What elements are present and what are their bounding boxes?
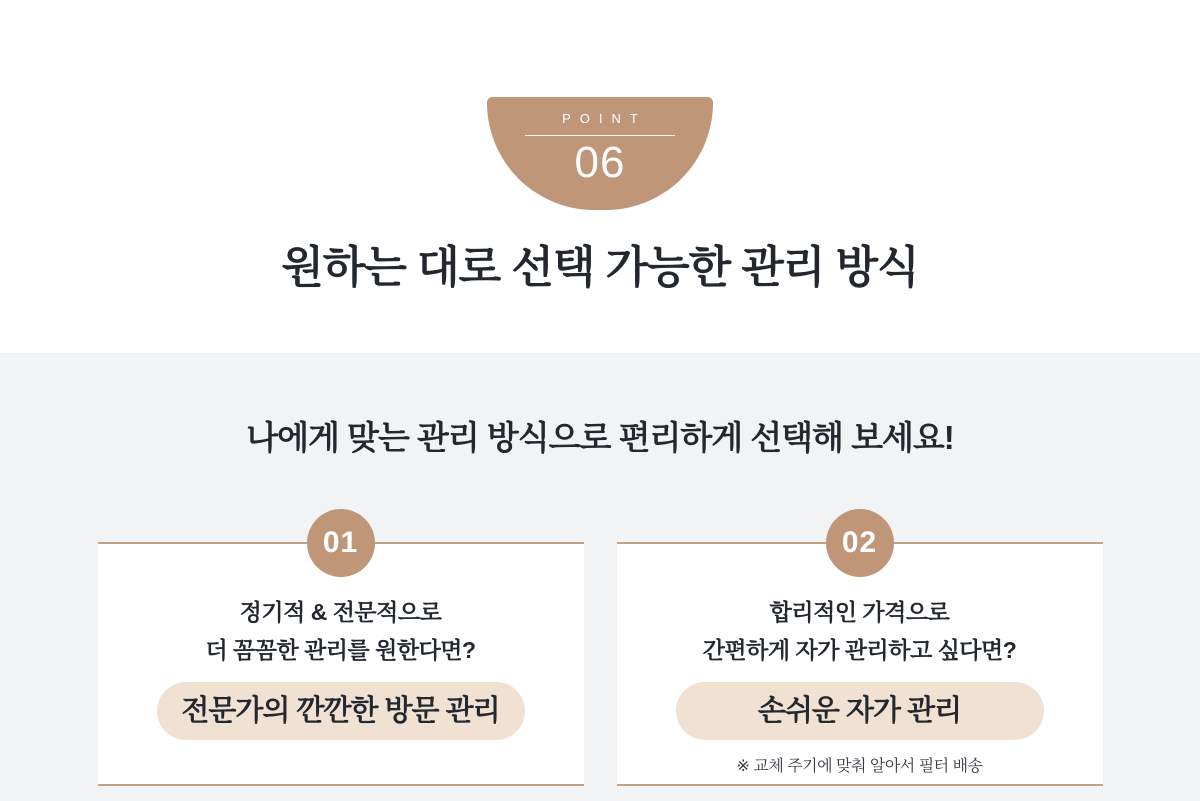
point-badge-number: 06 [574,138,626,187]
visit-care-desc-line2: 더 꼼꼼한 관리를 원한다면? [205,637,476,663]
section-subtitle: 나에게 맞는 관리 방식으로 편리하게 선택해 보세요! [246,419,954,456]
self-care-desc-line2: 간편하게 자가 관리하고 싶다면? [702,637,1017,663]
point-badge-divider [525,135,675,136]
self-care-desc-line1: 합리적인 가격으로 [769,599,950,625]
self-care-card [617,526,1103,786]
visit-care-button[interactable]: 전문가의 깐깐한 방문 관리 [157,682,525,740]
point-badge-label: POINT [562,111,647,126]
page-title: 원하는 대로 선택 가능한 관리 방식 [281,243,919,292]
cards-row [0,526,1200,786]
filter-delivery-note: ※ 교체 주기에 맞춰 알아서 필터 배송 [736,758,983,775]
card-number-badge-01: 01 [307,509,375,577]
self-care-button[interactable]: 손쉬운 자가 관리 [676,682,1044,740]
visit-care-desc-line1: 정기적 & 전문적으로 [239,599,442,625]
card-number-badge-02: 02 [826,509,894,577]
point-badge [487,97,713,210]
visit-care-card [98,526,584,786]
management-select-section [0,353,1200,801]
hero-section [0,0,1200,353]
